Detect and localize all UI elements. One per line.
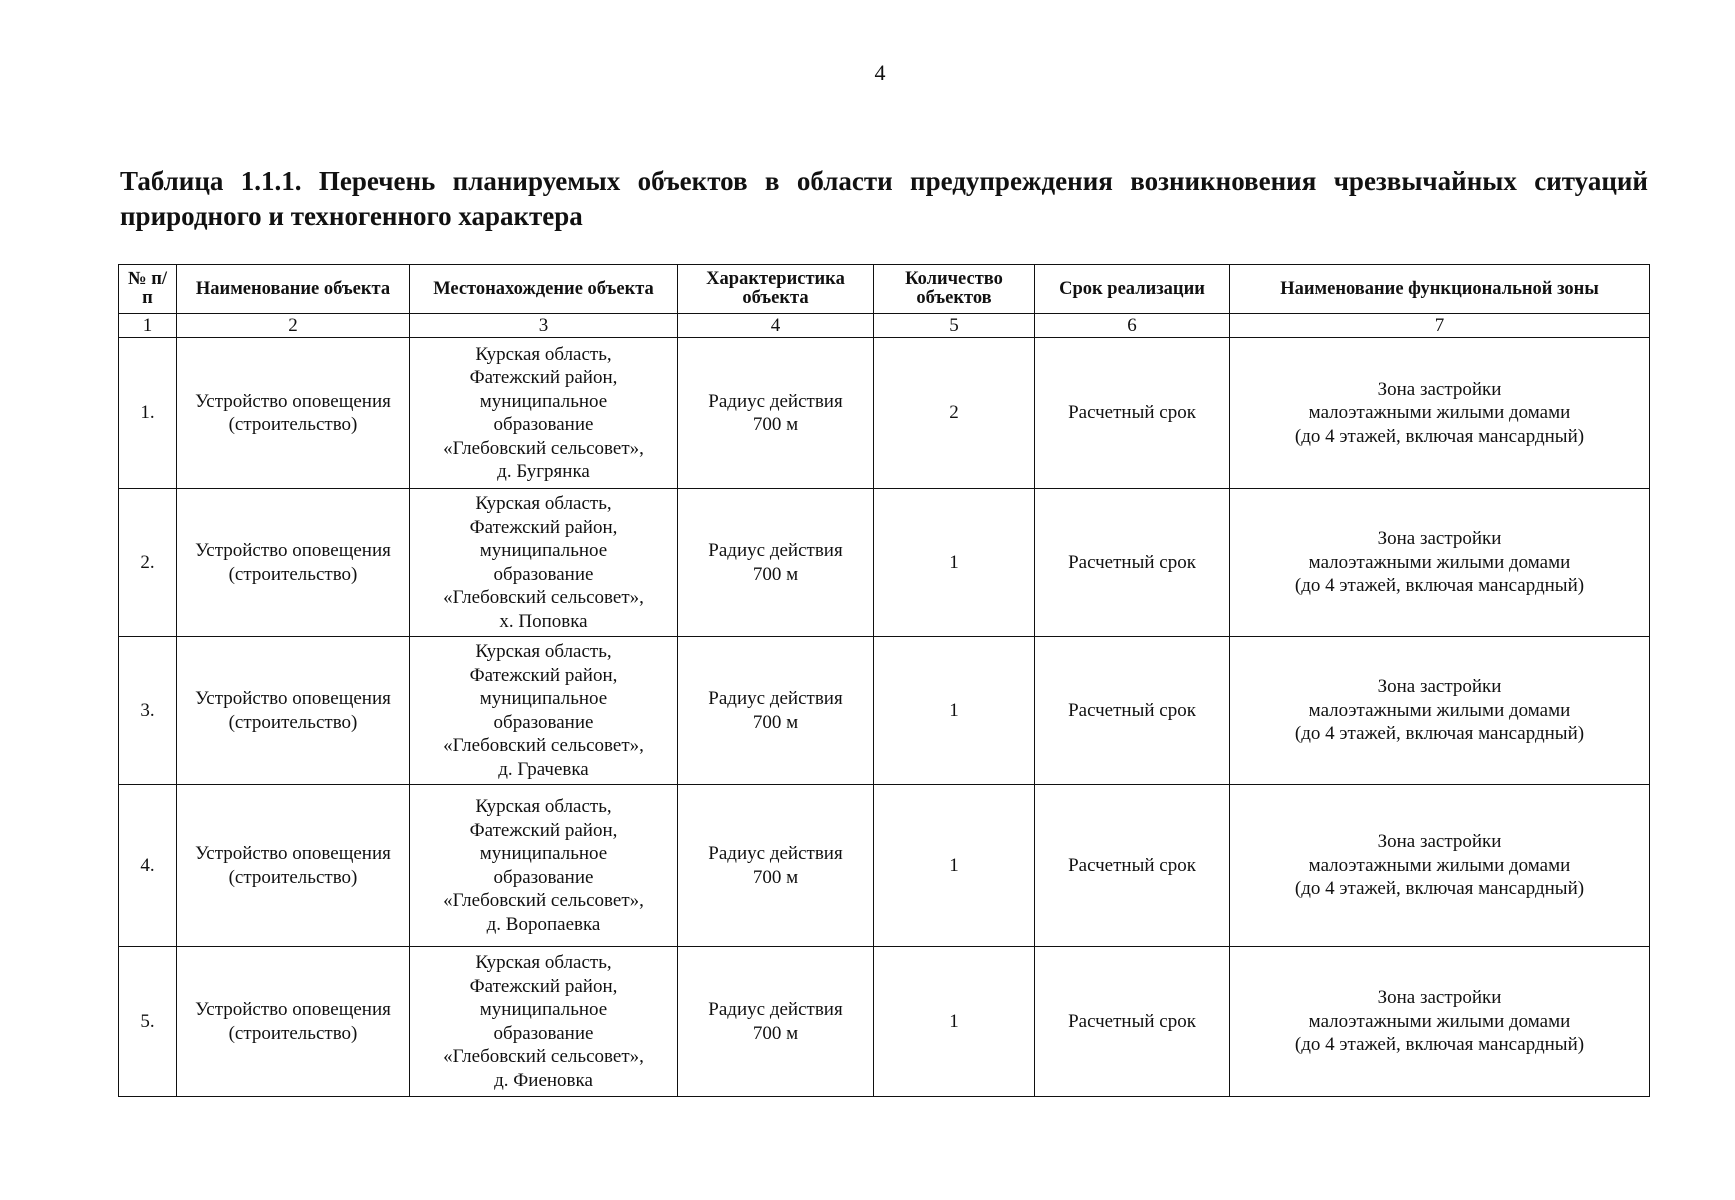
cell-line: (строительство) xyxy=(228,414,358,435)
object-count-cell: 1 xyxy=(874,637,1035,785)
cell-line: 700 м xyxy=(752,1022,799,1044)
functional-zone-cell xyxy=(1230,338,1650,489)
row-number-cell: 3. xyxy=(119,637,177,785)
cell-line: (до 4 этажей, включая мансардный) xyxy=(1294,1034,1585,1056)
cell-line: Фатежский район, xyxy=(469,819,618,841)
cell-line: Курская область, xyxy=(475,796,612,817)
implementation-term-cell: Расчетный срок xyxy=(1035,489,1230,637)
cell-line: Радиус действия xyxy=(708,843,843,864)
cell-line: Зона застройки xyxy=(1377,831,1502,853)
column-number-row xyxy=(119,314,1650,338)
header-term: Срок реализации xyxy=(1035,265,1230,314)
header-characteristic: Характеристика объекта xyxy=(678,265,874,314)
implementation-term-cell: Расчетный срок xyxy=(1035,338,1230,489)
cell-line: муниципальное xyxy=(479,390,608,412)
cell-line: 700 м xyxy=(752,563,799,585)
functional-zone-cell xyxy=(1230,947,1650,1097)
cell-line: д. Фиеновка xyxy=(494,1069,593,1091)
cell-line: малоэтажными жилыми домами xyxy=(1308,551,1571,573)
cell-line: «Глебовский сельсовет», xyxy=(443,437,644,459)
cell-line: Зона застройки xyxy=(1377,676,1502,698)
cell-line: Фатежский район, xyxy=(469,367,618,388)
cell-line: Устройство оповещения xyxy=(195,540,391,561)
row-number-cell: 2. xyxy=(119,489,177,637)
cell-line: д. Грачевка xyxy=(498,758,589,780)
cell-line: Устройство оповещения xyxy=(195,688,391,709)
cell-line: «Глебовский сельсовет», xyxy=(443,587,644,608)
cell-line: д. Воропаевка xyxy=(486,913,601,935)
cell-line: (строительство) xyxy=(228,866,358,888)
object-characteristic-cell xyxy=(678,489,874,637)
cell-line: 700 м xyxy=(752,866,799,888)
cell-line: Радиус действия xyxy=(708,999,843,1020)
column-number: 4 xyxy=(678,314,874,338)
cell-line: образование xyxy=(493,1022,594,1044)
cell-line: малоэтажными жилыми домами xyxy=(1308,1010,1571,1032)
cell-line: (строительство) xyxy=(228,563,358,585)
header-zone: Наименование функциональной зоны xyxy=(1230,265,1650,314)
cell-line: Фатежский район, xyxy=(469,975,618,997)
cell-line: «Глебовский сельсовет», xyxy=(443,890,644,911)
cell-line: (до 4 этажей, включая мансардный) xyxy=(1294,723,1585,745)
row-number-cell: 4. xyxy=(119,785,177,947)
implementation-term-cell: Расчетный срок xyxy=(1035,785,1230,947)
cell-line: образование xyxy=(493,563,594,585)
cell-line: образование xyxy=(493,414,594,435)
table-row xyxy=(119,947,1650,1097)
page-number: 4 xyxy=(874,60,886,85)
cell-line: образование xyxy=(493,866,594,888)
object-characteristic-cell xyxy=(678,637,874,785)
row-number-cell: 5. xyxy=(119,947,177,1097)
cell-line: муниципальное xyxy=(479,688,608,709)
object-count-cell: 1 xyxy=(874,489,1035,637)
object-characteristic-cell xyxy=(678,947,874,1097)
cell-line: Устройство оповещения xyxy=(195,843,391,864)
cell-line: Фатежский район, xyxy=(469,516,618,538)
cell-line: Зона застройки xyxy=(1377,987,1502,1009)
cell-line: д. Бугрянка xyxy=(497,461,590,482)
object-location-cell xyxy=(410,489,678,637)
cell-line: «Глебовский сельсовет», xyxy=(443,735,644,756)
cell-line: (строительство) xyxy=(228,1022,358,1044)
cell-line: Курская область, xyxy=(475,493,612,514)
table-row xyxy=(119,489,1650,637)
cell-line: «Глебовский сельсовет», xyxy=(443,1046,644,1067)
object-characteristic-cell xyxy=(678,338,874,489)
column-number: 1 xyxy=(119,314,177,338)
row-number-cell: 1. xyxy=(119,338,177,489)
object-name-cell xyxy=(177,785,410,947)
header-name: Наименование объекта xyxy=(177,265,410,314)
cell-line: Радиус действия xyxy=(708,390,843,412)
cell-line: Зона застройки xyxy=(1377,528,1502,550)
cell-line: Фатежский район, xyxy=(469,664,618,686)
cell-line: малоэтажными жилыми домами xyxy=(1308,402,1571,424)
table-title: Таблица 1.1.1. Перечень планируемых объектов в области предупреждения возникновения чрезвычайных ситуаций природного и техногенного характера xyxy=(120,166,1648,231)
object-count-cell: 1 xyxy=(874,947,1035,1097)
column-number: 2 xyxy=(177,314,410,338)
header-count: Количество объектов xyxy=(874,265,1035,314)
object-location-cell xyxy=(410,785,678,947)
functional-zone-cell xyxy=(1230,785,1650,947)
implementation-term-cell: Расчетный срок xyxy=(1035,637,1230,785)
object-count-cell: 1 xyxy=(874,785,1035,947)
cell-line: (до 4 этажей, включая мансардный) xyxy=(1294,425,1585,447)
objects-table xyxy=(118,264,1650,1097)
object-name-cell xyxy=(177,489,410,637)
object-location-cell xyxy=(410,338,678,489)
header-num: № п/п xyxy=(119,265,177,314)
functional-zone-cell xyxy=(1230,637,1650,785)
implementation-term-cell: Расчетный срок xyxy=(1035,947,1230,1097)
cell-line: Радиус действия xyxy=(708,540,843,561)
cell-line: муниципальное xyxy=(479,843,608,864)
object-name-cell xyxy=(177,947,410,1097)
cell-line: 700 м xyxy=(752,711,799,733)
cell-line: Устройство оповещения xyxy=(195,390,391,412)
header-location: Местонахождение объекта xyxy=(410,265,678,314)
header-row xyxy=(119,265,1650,314)
table-row xyxy=(119,785,1650,947)
cell-line: 700 м xyxy=(752,414,799,435)
column-number: 6 xyxy=(1035,314,1230,338)
object-name-cell xyxy=(177,338,410,489)
object-name-cell xyxy=(177,637,410,785)
cell-line: Курская область, xyxy=(475,343,612,365)
object-count-cell: 2 xyxy=(874,338,1035,489)
cell-line: Курская область, xyxy=(475,641,612,662)
object-characteristic-cell xyxy=(678,785,874,947)
object-location-cell xyxy=(410,947,678,1097)
cell-line: Радиус действия xyxy=(708,688,843,709)
cell-line: (до 4 этажей, включая мансардный) xyxy=(1294,878,1585,900)
table-row xyxy=(119,637,1650,785)
cell-line: муниципальное xyxy=(479,999,608,1020)
cell-line: малоэтажными жилыми домами xyxy=(1308,699,1571,721)
functional-zone-cell xyxy=(1230,489,1650,637)
cell-line: малоэтажными жилыми домами xyxy=(1308,854,1571,876)
column-number: 7 xyxy=(1230,314,1650,338)
object-location-cell xyxy=(410,637,678,785)
cell-line: х. Поповка xyxy=(499,610,588,632)
table-row xyxy=(119,338,1650,489)
column-number: 3 xyxy=(410,314,678,338)
cell-line: муниципальное xyxy=(479,540,608,561)
cell-line: Зона застройки xyxy=(1377,378,1502,400)
cell-line: образование xyxy=(493,711,594,733)
cell-line: Курская область, xyxy=(475,952,612,973)
cell-line: (строительство) xyxy=(228,711,358,733)
cell-line: Устройство оповещения xyxy=(195,999,391,1020)
column-number: 5 xyxy=(874,314,1035,338)
cell-line: (до 4 этажей, включая мансардный) xyxy=(1294,575,1585,597)
